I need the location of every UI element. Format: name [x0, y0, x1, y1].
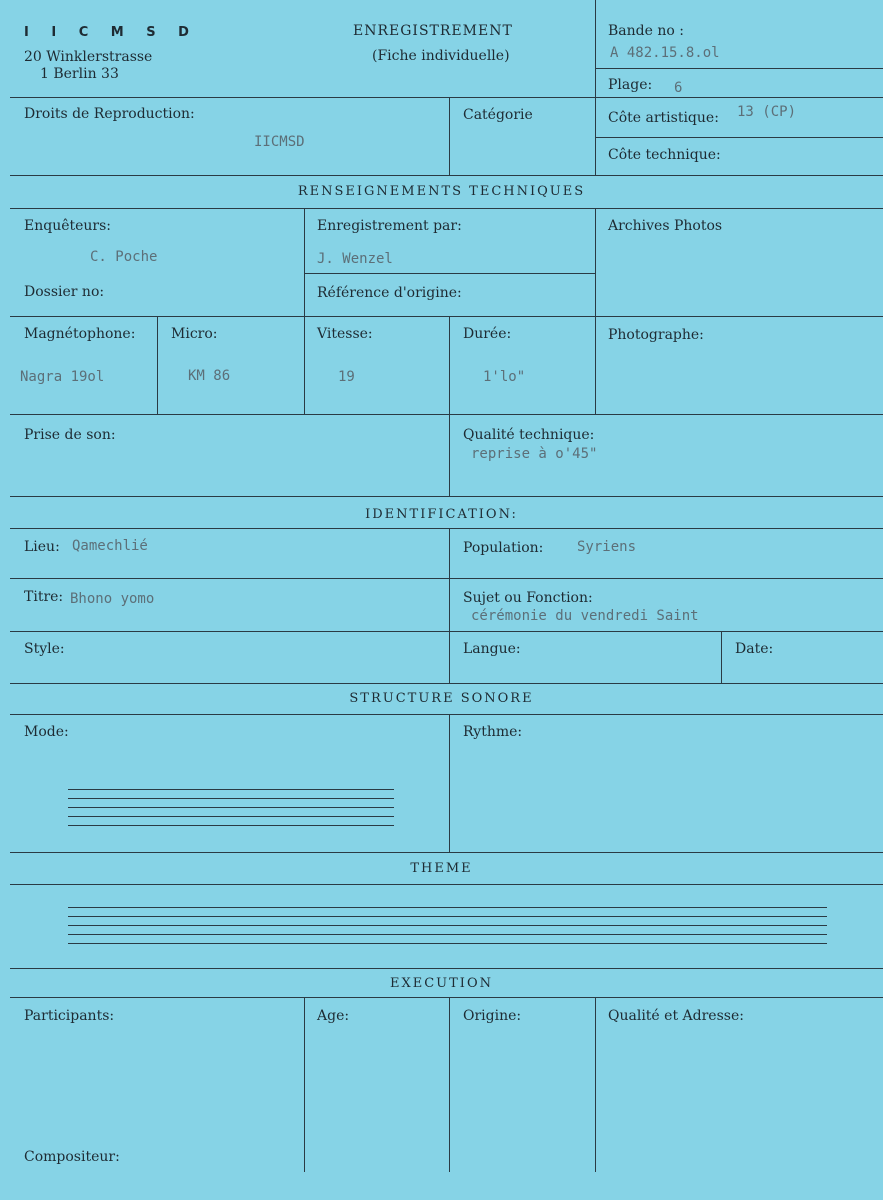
archives-photos-label: Archives Photos — [608, 218, 723, 234]
population-label: Population: — [463, 540, 544, 556]
rule — [157, 316, 158, 414]
mode-staff-line — [68, 789, 394, 790]
categorie-label: Catégorie — [463, 107, 533, 123]
micro-value: KM 86 — [188, 368, 231, 384]
theme-staff-line — [68, 943, 827, 944]
rule — [10, 414, 883, 415]
style-label: Style: — [24, 641, 65, 657]
rule — [304, 273, 595, 274]
address-line-2: 1 Berlin 33 — [40, 66, 119, 82]
bande-value: A 482.15.8.ol — [610, 45, 720, 61]
photographe-label: Photographe: — [608, 327, 704, 343]
theme-staff-line — [68, 925, 827, 926]
duree-label: Durée: — [463, 326, 512, 342]
address-line-1: 20 Winklerstrasse — [24, 49, 153, 65]
rule — [449, 316, 450, 496]
rule — [10, 578, 883, 579]
mode-staff-line — [68, 825, 394, 826]
rule — [595, 208, 596, 414]
enqueteurs-label: Enquêteurs: — [24, 218, 112, 234]
cote-technique-label: Côte technique: — [608, 147, 721, 163]
section-title-structure: STRUCTURE SONORE — [349, 691, 534, 706]
reference-label: Référence d'origine: — [317, 285, 462, 301]
langue-label: Langue: — [463, 641, 521, 657]
age-label: Age: — [317, 1008, 350, 1024]
rule — [10, 208, 883, 209]
rule — [10, 528, 883, 529]
mode-label: Mode: — [24, 724, 69, 740]
enqueteurs-value: C. Poche — [90, 249, 158, 265]
section-title-technique: RENSEIGNEMENTS TECHNIQUES — [297, 184, 586, 199]
compositeur-label: Compositeur: — [24, 1149, 120, 1165]
plage-label: Plage: — [608, 77, 653, 93]
date-label: Date: — [735, 641, 774, 657]
rule — [449, 97, 450, 175]
rule — [595, 137, 883, 138]
rule — [10, 997, 883, 998]
titre-value: Bhono yomo — [70, 591, 155, 607]
lieu-value: Qamechlié — [72, 538, 148, 554]
sujet-label: Sujet ou Fonction: — [463, 590, 593, 606]
rule — [10, 631, 883, 632]
lieu-label: Lieu: — [24, 539, 60, 555]
titre-label: Titre: — [24, 589, 64, 605]
qualite-adresse-label: Qualité et Adresse: — [608, 1008, 744, 1024]
rule — [10, 175, 883, 176]
population-value: Syriens — [577, 539, 637, 555]
magnetophone-value: Nagra 19ol — [20, 369, 105, 385]
theme-staff-line — [68, 916, 827, 917]
cote-artistique-value: 13 (CP) — [737, 104, 797, 120]
dossier-label: Dossier no: — [24, 284, 105, 300]
droits-label: Droits de Reproduction: — [24, 106, 195, 122]
rule — [10, 968, 883, 969]
rule — [449, 997, 450, 1172]
rule — [449, 714, 450, 852]
cote-artistique-label: Côte artistique: — [608, 110, 719, 126]
rule — [10, 884, 883, 885]
rule — [10, 496, 883, 497]
vitesse-value: 19 — [338, 369, 355, 385]
qualite-technique-label: Qualité technique: — [463, 427, 595, 443]
plage-value: 6 — [674, 80, 683, 96]
section-title-identification: IDENTIFICATION: — [365, 507, 518, 522]
rule — [449, 528, 450, 683]
rule — [304, 208, 305, 414]
bande-label: Bande no : — [608, 23, 684, 39]
form-title: ENREGISTREMENT — [353, 23, 513, 39]
enregistrement-par-label: Enregistrement par: — [317, 218, 462, 234]
vitesse-label: Vitesse: — [317, 326, 373, 342]
prise-de-son-label: Prise de son: — [24, 427, 116, 443]
rule — [10, 97, 883, 98]
rule — [304, 997, 305, 1172]
rule — [10, 852, 883, 853]
rule — [10, 683, 883, 684]
magnetophone-label: Magnétophone: — [24, 326, 136, 342]
rythme-label: Rythme: — [463, 724, 523, 740]
rule — [721, 631, 722, 683]
mode-staff-line — [68, 816, 394, 817]
section-title-theme: THEME — [410, 861, 473, 876]
droits-value: IICMSD — [254, 134, 305, 150]
rule — [10, 316, 883, 317]
rule — [10, 714, 883, 715]
qualite-technique-value: reprise à o'45" — [471, 446, 598, 462]
section-title-execution: EXECUTION — [390, 976, 493, 991]
theme-staff-line — [68, 934, 827, 935]
rule — [595, 68, 883, 69]
rule — [595, 0, 596, 175]
duree-value: 1'lo" — [483, 369, 526, 385]
form-subtitle: (Fiche individuelle) — [372, 48, 510, 64]
sujet-value: cérémonie du vendredi Saint — [471, 608, 699, 624]
participants-label: Participants: — [24, 1008, 115, 1024]
org-logo: I I C M S D — [24, 25, 198, 40]
mode-staff-line — [68, 807, 394, 808]
enregistrement-par-value: J. Wenzel — [317, 251, 393, 267]
mode-staff-line — [68, 798, 394, 799]
theme-staff-line — [68, 907, 827, 908]
origine-label: Origine: — [463, 1008, 522, 1024]
rule — [595, 997, 596, 1172]
micro-label: Micro: — [171, 326, 218, 342]
